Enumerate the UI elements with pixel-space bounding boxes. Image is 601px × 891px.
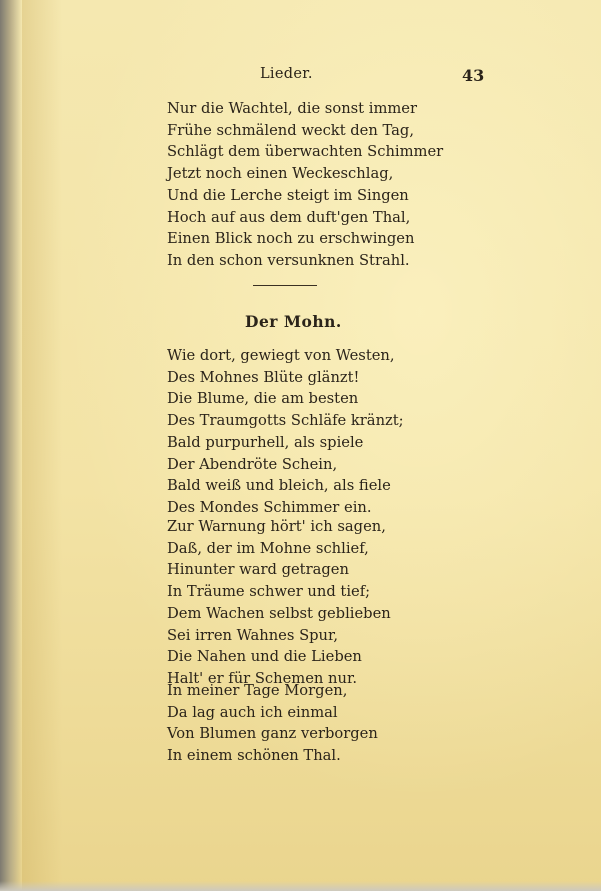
page-binding-shadow (0, 0, 22, 891)
previous-poem-stanza (167, 98, 443, 272)
verse-line: Schlägt dem überwachten Schimmer (167, 143, 444, 161)
verse-line: Bald purpurhell, als spiele (167, 433, 364, 451)
verse-line: Hinunter ward getragen (167, 561, 349, 579)
section-divider (253, 285, 317, 286)
verse-line: Des Mondes Schimmer ein. (167, 498, 372, 516)
verse-line: Des Traumgotts Schläfe kränzt; (167, 412, 404, 430)
poem-title: Der Mohn. (245, 312, 342, 331)
verse-line: Und die Lerche steigt im Singen (167, 186, 409, 204)
poem-stanza-2 (167, 516, 391, 690)
verse-line: Sei irren Wahnes Spur, (167, 626, 339, 644)
page-bottom-edge (0, 881, 601, 891)
page-number: 43 (462, 66, 485, 85)
verse-line: In Träume schwer und tief; (167, 583, 371, 601)
verse-line: In einem schönen Thal. (167, 747, 341, 765)
verse-line: In den schon versunknen Strahl. (167, 251, 410, 269)
verse-line: Zur Warnung hört' ich sagen, (167, 518, 386, 535)
verse-line: Hoch auf aus dem duft'gen Thal, (167, 208, 411, 226)
verse-line: Nur die Wachtel, die sonst immer (167, 100, 418, 117)
verse-line: Halt' er für Schemen nur. (167, 669, 358, 687)
verse-line: In meiner Tage Morgen, (167, 682, 348, 699)
running-head: Lieder. (260, 66, 313, 82)
verse-line: Jetzt noch einen Weckeschlag, (167, 165, 394, 183)
verse-line: Frühe schmälend weckt den Tag, (167, 121, 414, 139)
verse-line: Wie dort, gewiegt von Westen, (167, 347, 395, 364)
verse-line: Da lag auch ich einmal (167, 703, 338, 721)
poem-stanza-1 (167, 345, 404, 519)
paper-stain (22, 0, 62, 891)
verse-line: Dem Wachen selbst geblieben (167, 604, 391, 622)
verse-line: Von Blumen ganz verborgen (167, 725, 378, 743)
poem-stanza-3 (167, 680, 378, 767)
verse-line: Der Abendröte Schein, (167, 455, 338, 473)
verse-line: Die Nahen und die Lieben (167, 648, 362, 666)
verse-line: Einen Blick noch zu erschwingen (167, 230, 415, 248)
verse-line: Daß, der im Mohne schlief, (167, 539, 369, 557)
verse-line: Des Mohnes Blüte glänzt! (167, 368, 360, 386)
verse-line: Die Blume, die am besten (167, 390, 359, 408)
verse-line: Bald weiß und bleich, als fiele (167, 477, 391, 495)
